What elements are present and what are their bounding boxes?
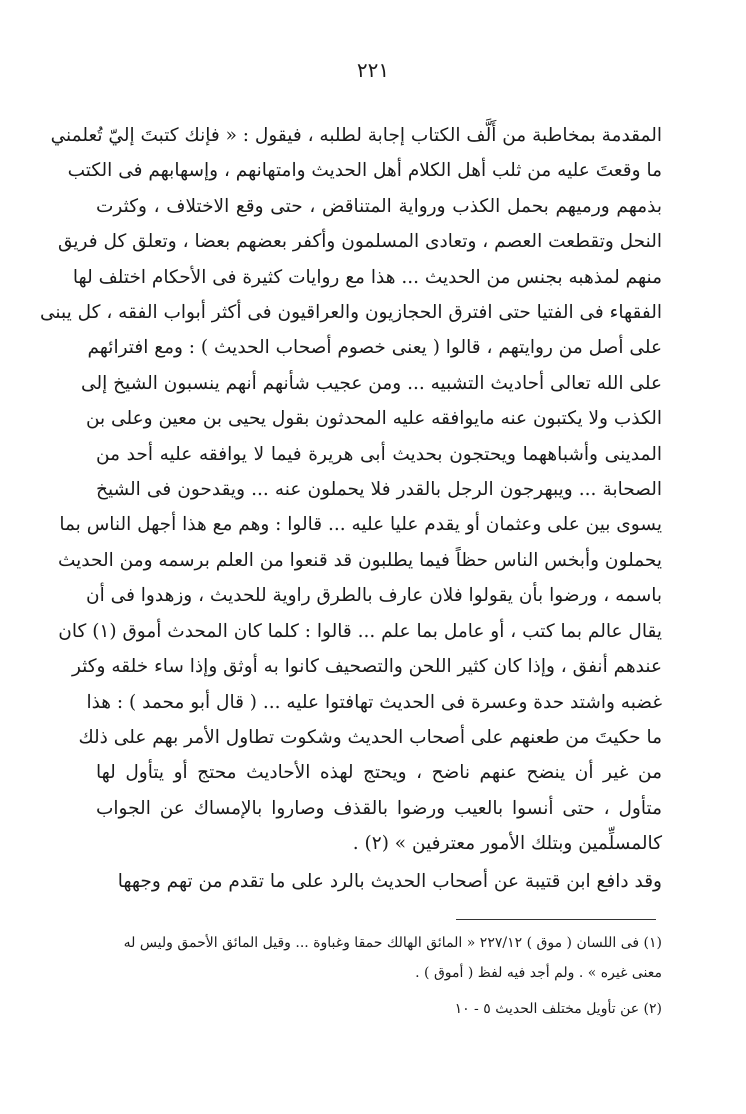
footnote-1-line-2: معنى غيره » . ولم أجد فيه لفظ ( أموق ) . — [415, 965, 662, 981]
text-line: الصحابة ... ويبهرجون الرجل بالقدر فلا يحملون عنه ... ويقدحون فى الشيخ — [96, 479, 662, 501]
text-line: يسوى بين على وعثمان أو يقدم عليا عليه ... قالوا : وهم مع هذا أجهل الناس بما — [59, 514, 662, 536]
footnotes — [96, 928, 662, 1024]
footnote-1-line-1: (١) فى اللسان ( موق ) ٢٢٧/١٢ « المائق الهالك حمقا وغباوة ... وقيل المائق الأحمق وليس له — [123, 935, 662, 951]
text-line: على الله تعالى أحاديث التشبيه ... ومن عجيب شأنهم أنهم ينسبون الشيخ إلى — [81, 372, 662, 394]
text-line: المقدمة بمخاطبة من أَلَّف الكتاب إجابة لطلبه ، فيقول : « فإنك كتبتَ إليّ تُعلمني — [50, 125, 662, 146]
footnote-divider — [456, 919, 656, 920]
text-line: يقال عالم بما كتب ، أو عامل بما علم ... قالوا : كلما كان المحدث أموق (١) كان — [58, 620, 662, 642]
text-line: يحملون وأبخس الناس حظاً فيما يطلبون قد قنعوا من العلم برسمه ومن الحديث — [57, 549, 662, 571]
text-line: على أصل من روايتهم ، قالوا ( يعنى خصوم أصحاب الحديث ) : ومع افترائهم — [87, 337, 662, 359]
page-number: ٢٢١ — [356, 58, 390, 82]
text-line: ما وقعتَ عليه من ثلب أهل الكلام أهل الحديث وامتهانهم ، وإسهابهم فى الكتب — [67, 160, 662, 182]
text-line: عندهم أنفق ، وإذا كان كثير اللحن والتصحيف كانوا به أوثق وإذا ساء خلقه وكثر — [71, 656, 662, 678]
text-line: ما حكيتَ من طعنهم على أصحاب الحديث وشكوت تطاول الأمر بهم على ذلك — [78, 726, 662, 748]
second-paragraph: وقد دافع ابن قتيبة عن أصحاب الحديث بالرد على ما تقدم من تهم وجهها — [117, 871, 662, 892]
text-line: الفقهاء فى الفتيا حتى افترق الحجازيون والعراقيون فى أكثر أبواب الفقه ، كل يبنى — [40, 302, 662, 324]
text-line: النحل وتقطعت العصم ، وتعادى المسلمون وأكفر بعضهم بعضا ، وتعلق كل فريق — [57, 231, 662, 253]
text-line: باسمه ، ورضوا بأن يقولوا فلان عارف بالطرق راوية للحديث ، وزهدوا فى أن — [86, 585, 662, 607]
text-line: الكذب ولا يكتبون عنه مايوافقه عليه المحدثون بقول يحيى بن معين وعلى بن — [85, 408, 662, 430]
text-line: المدينى وأشباههما ويحتجون بحديث أبى هريرة فيما لا يوافقه عليه أحد من — [96, 443, 662, 465]
text-line: منهم لمذهبه بجنس من الحديث ... هذا مع روايات كثيرة فى الأحكام اختلف لها — [72, 266, 662, 288]
text-line: متأول ، حتى أنسوا بالعيب ورضوا بالقذف وصاروا بالإمساك عن الجواب — [96, 797, 662, 819]
text-line: بذمهم ورميهم بحمل الكذب ورواية المتناقض ، حتى وقع الاختلاف ، وكثرت — [96, 195, 662, 217]
main-paragraph — [40, 118, 662, 862]
text-line: غضبه واشتد حدة وعسرة فى الحديث تهافتوا عليه ... ( قال أبو محمد ) : هذا — [86, 691, 662, 713]
text-line: كالمسلِّمين وبتلك الأمور معترفين » (٢) . — [352, 833, 662, 855]
footnote-2: (٢) عن تأويل مختلف الحديث ٥ - ١٠ — [454, 1001, 662, 1017]
text-line: من غير أن ينضح عنهم ناضح ، ويحتج لهذه الأحاديث محتج أو يتأول لها — [96, 762, 662, 784]
